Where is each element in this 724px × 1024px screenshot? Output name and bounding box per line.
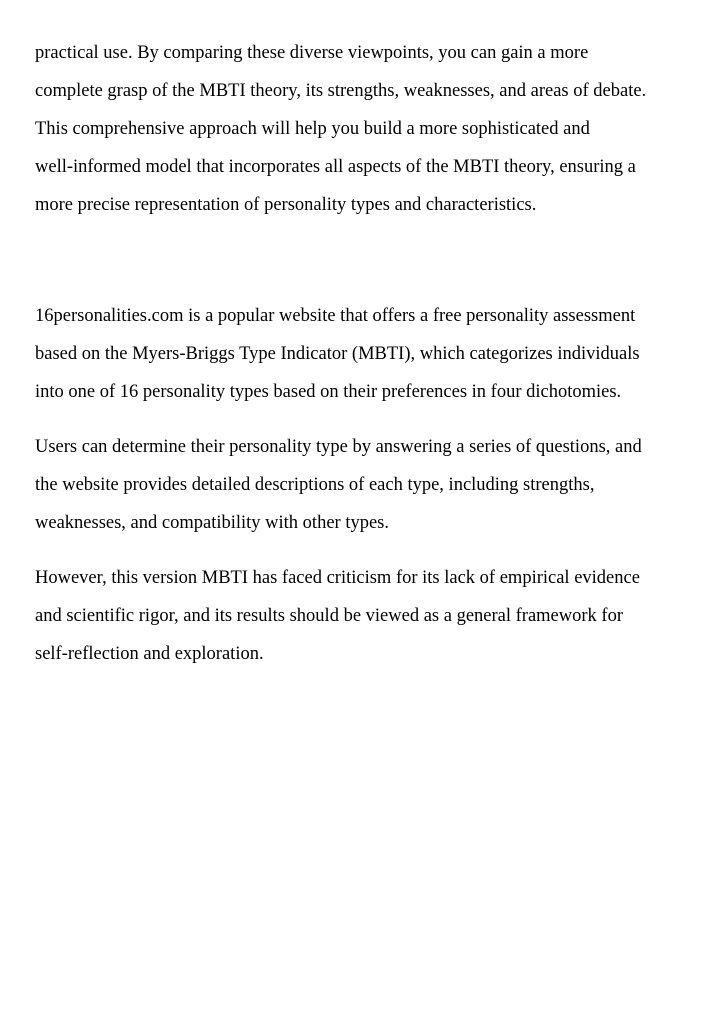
text-line: and scientific rigor, and its results should be viewed as a general framework for <box>35 606 623 626</box>
text-line: well-informed model that incorporates all aspects of the MBTI theory, ensuring a <box>35 157 636 177</box>
text-line: the website provides detailed descriptions of each type, including strengths, <box>35 475 595 495</box>
text-line: into one of 16 personality types based on their preferences in four dichotomies. <box>35 382 622 402</box>
text-line: This comprehensive approach will help you build a more sophisticated and <box>35 119 590 139</box>
text-line: complete grasp of the MBTI theory, its strengths, weaknesses, and areas of debate. <box>35 81 647 101</box>
text-line: self-reflection and exploration. <box>35 644 264 664</box>
text-line: Users can determine their personality type by answering a series of questions, and <box>35 437 642 457</box>
text-line: 16personalities.com is a popular website that offers a free personality assessment <box>35 306 636 326</box>
text-line: based on the Myers-Briggs Type Indicator (MBTI), which categorizes individuals <box>35 344 640 364</box>
text-line: more precise representation of personality types and characteristics. <box>35 195 537 215</box>
text-line: However, this version MBTI has faced criticism for its lack of empirical evidence <box>35 568 640 588</box>
text-line: weaknesses, and compatibility with other types. <box>35 513 389 533</box>
text-line: practical use. By comparing these diverse viewpoints, you can gain a more <box>35 43 589 63</box>
